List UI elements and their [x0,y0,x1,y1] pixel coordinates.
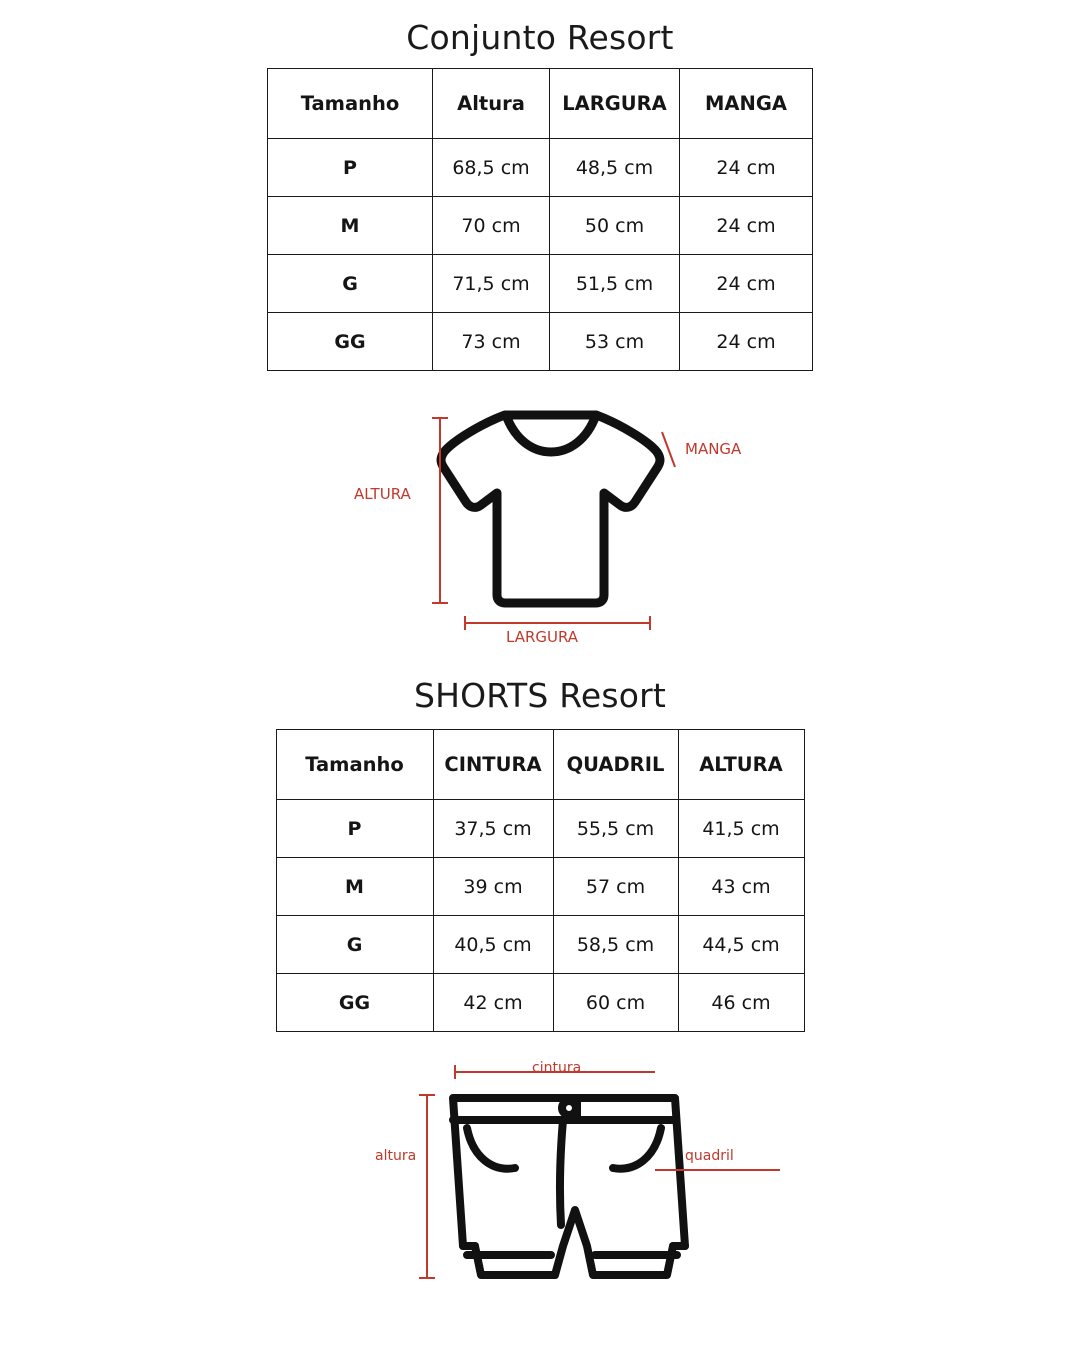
shorts-title-text: SHORTS Resort [413,676,667,715]
cell-quadril: 58,5 cm [553,916,678,974]
cell-size: G [276,916,433,974]
column-header-quadril: QUADRIL [553,730,678,800]
cell-cintura: 39 cm [433,858,553,916]
altura-label: altura [375,1148,417,1164]
column-header-tamanho: Tamanho [268,69,433,139]
cell-largura: 53 cm [550,313,680,371]
table-row [276,800,804,858]
table-header-row [276,730,804,800]
shorts-section-title [0,676,1080,715]
cell-size: GG [276,974,433,1032]
cell-altura: 41,5 cm [678,800,804,858]
cell-largura: 48,5 cm [550,139,680,197]
column-header-altura: ALTURA [678,730,804,800]
table-row [268,313,813,371]
table-header-row [268,69,813,139]
column-header-cintura: CINTURA [433,730,553,800]
table-row [276,858,804,916]
cell-altura: 71,5 cm [433,255,550,313]
shirt-title-text: Conjunto Resort [406,18,674,57]
cintura-label: cintura [532,1060,582,1076]
shorts-icon [453,1098,685,1275]
cell-size: M [268,197,433,255]
cell-quadril: 55,5 cm [553,800,678,858]
altura-measure-line [419,1095,435,1278]
table-row [268,139,813,197]
shorts-size-table [276,729,805,1032]
shirt-size-table-wrap [0,68,1080,371]
cell-quadril: 57 cm [553,858,678,916]
quadril-label: quadril [685,1148,734,1164]
shirt-diagram-svg [340,390,800,660]
shorts-size-table-wrap [0,729,1080,1032]
column-header-manga: MANGA [680,69,813,139]
altura-label: ALTURA [354,485,411,503]
cell-quadril: 60 cm [553,974,678,1032]
table-row [268,197,813,255]
shirt-measurement-diagram [340,390,800,660]
column-header-largura: LARGURA [550,69,680,139]
cell-largura: 50 cm [550,197,680,255]
cell-size: M [276,858,433,916]
cell-manga: 24 cm [680,255,813,313]
cell-altura: 68,5 cm [433,139,550,197]
cell-altura: 73 cm [433,313,550,371]
cell-altura: 43 cm [678,858,804,916]
column-header-tamanho: Tamanho [276,730,433,800]
tshirt-icon [441,415,660,603]
cell-manga: 24 cm [680,197,813,255]
cell-manga: 24 cm [680,139,813,197]
cell-manga: 24 cm [680,313,813,371]
cell-altura: 70 cm [433,197,550,255]
shirt-size-table [267,68,813,371]
cell-size: GG [268,313,433,371]
table-row [276,916,804,974]
cell-cintura: 40,5 cm [433,916,553,974]
cell-size: P [276,800,433,858]
manga-label: MANGA [685,440,742,458]
column-header-altura: Altura [433,69,550,139]
shorts-diagram-svg [355,1050,825,1300]
cell-largura: 51,5 cm [550,255,680,313]
table-row [268,255,813,313]
cell-size: P [268,139,433,197]
largura-label: LARGURA [506,628,579,646]
shirt-section-title [0,18,1080,57]
shorts-measurement-diagram [355,1050,825,1300]
cell-altura: 46 cm [678,974,804,1032]
cell-cintura: 42 cm [433,974,553,1032]
cell-size: G [268,255,433,313]
table-row [276,974,804,1032]
cell-cintura: 37,5 cm [433,800,553,858]
cell-altura: 44,5 cm [678,916,804,974]
